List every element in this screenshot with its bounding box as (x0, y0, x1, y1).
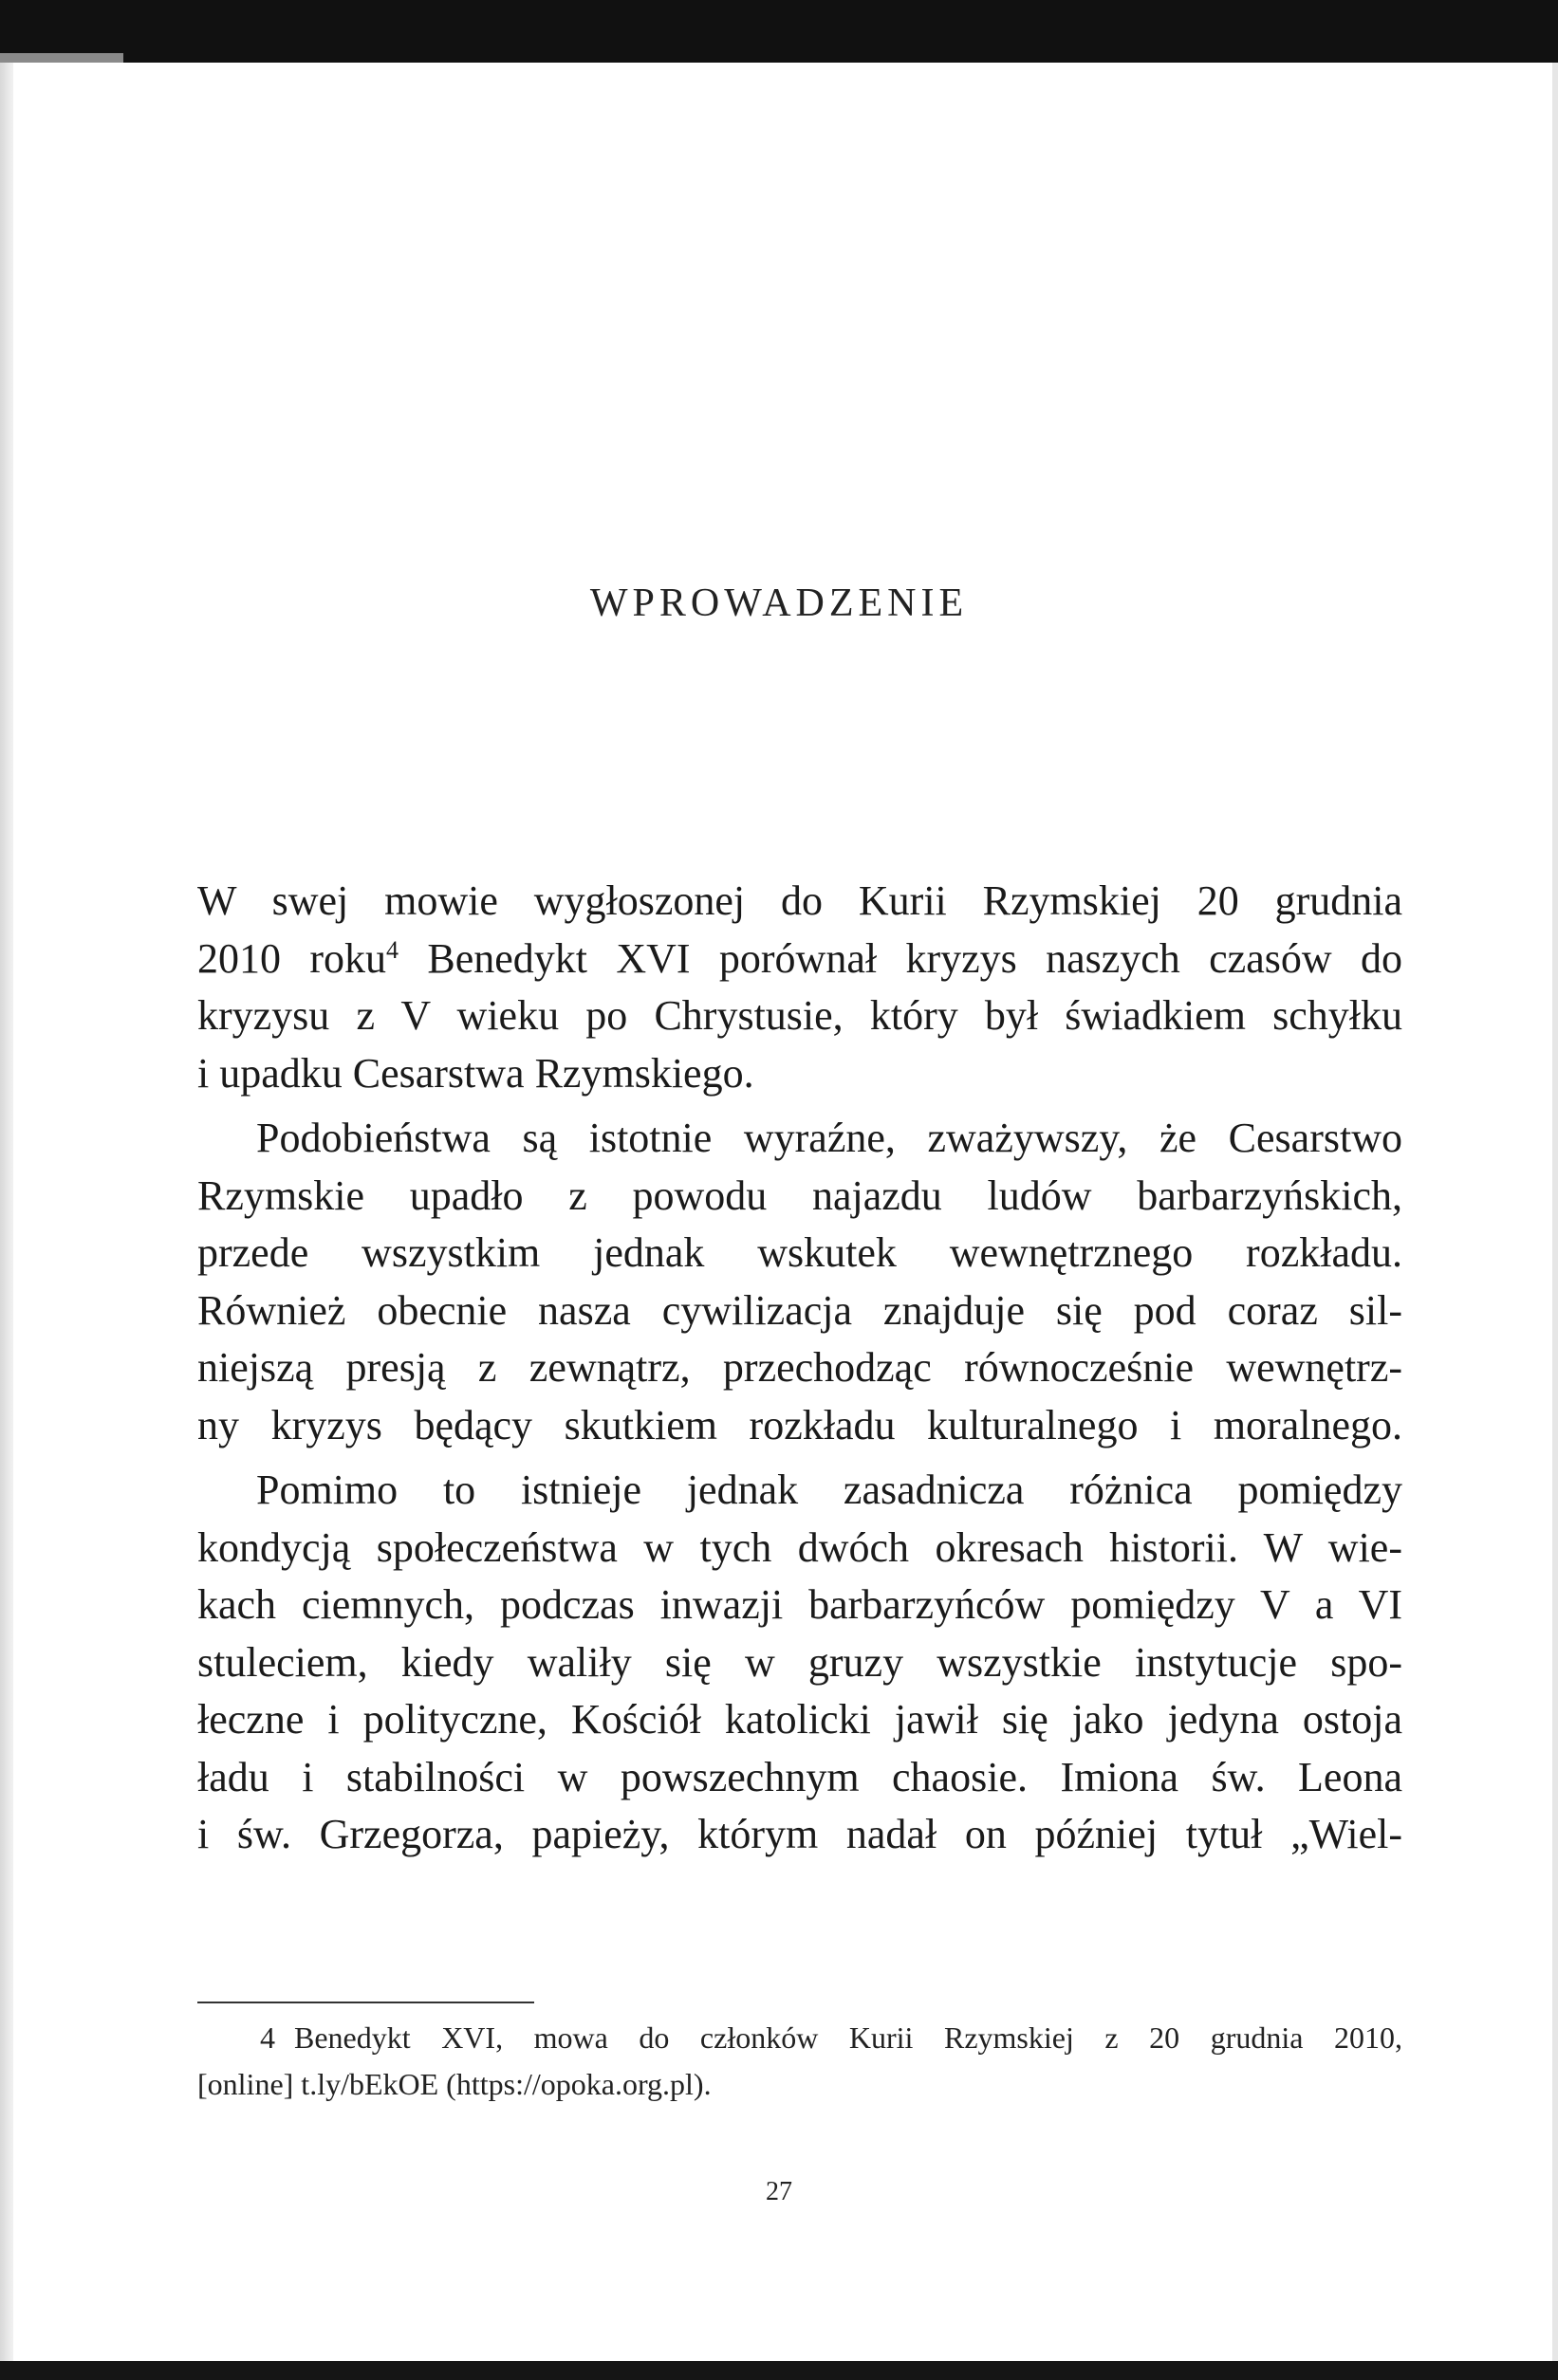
text-fragment: 2010 roku (197, 934, 387, 982)
text-fragment: Benedykt XVI porównał kryzys naszych czasów do (399, 934, 1402, 982)
footnote (197, 2015, 1402, 2108)
text-line: Rzymskie upadło z powodu najazdu ludów barbarzyńskich, (197, 1172, 1402, 1219)
text-line: Pomimo to istnieje jednak zasadnicza różnica pomiędzy (256, 1467, 1402, 1513)
scan-border-bottom (0, 2361, 1558, 2380)
text-line: niejszą presją z zewnątrz, przechodząc równocześnie wewnętrz- (197, 1344, 1402, 1391)
text-line: ładu i stabilności w powszechnym chaosie. Imiona św. Leona (197, 1753, 1402, 1800)
footnote-divider (197, 2002, 534, 2003)
text-line: ny kryzys będący skutkiem rozkładu kulturalnego i moralnego. (197, 1401, 1402, 1448)
scan-border-right (1552, 63, 1558, 2380)
text-line: stuleciem, kiedy waliły się w gruzy wszystkie instytucje spo- (197, 1638, 1402, 1686)
text-line: kach ciemnych, podczas inwazji barbarzyńców pomiędzy V a VI (197, 1581, 1402, 1628)
text-line: Podobieństwa są istotnie wyraźne, zważywszy, że Cesarstwo (256, 1115, 1402, 1161)
page-number: 27 (766, 2177, 792, 2206)
text-line: i św. Grzegorza, papieży, którym nadał on później tytuł „Wiel- (197, 1811, 1402, 1857)
footnote-text: Benedykt XVI, mowa do członków Kurii Rzymskiej z 20 grudnia 2010, (294, 2020, 1402, 2055)
text-line: przede wszystkim jednak wskutek wewnętrznego rozkładu. (197, 1229, 1402, 1276)
text-line (197, 931, 1402, 988)
chapter-heading: WPROWADZENIE (589, 581, 969, 625)
footnote-reference: 4 (386, 935, 399, 964)
text-line: łeczne i polityczne, Kościół katolicki jawił się jako jedyna ostoja (197, 1696, 1402, 1743)
scan-border-top (0, 0, 1558, 63)
scan-edge-mark (0, 53, 123, 63)
text-line: kryzysu z V wieku po Chrystusie, który był świadkiem schyłku (197, 992, 1402, 1039)
scan-border-left (0, 63, 13, 2380)
text-line: Również obecnie nasza cywilizacja znajduje się pod coraz sil- (197, 1286, 1402, 1334)
footnote-number: 4 (260, 2020, 275, 2055)
text-line: i upadku Cesarstwa Rzymskiego. (197, 1049, 754, 1097)
text-line: W swej mowie wygłoszonej do Kurii Rzymskiej 20 grudnia (197, 877, 1402, 924)
footnote-line (197, 2015, 1402, 2061)
body-text (197, 873, 1402, 1864)
footnote-line: [online] t.ly/bEkOE (https://opoka.org.pl). (197, 2067, 712, 2101)
text-line: kondycją społeczeństwa w tych dwóch okresach historii. W wie- (197, 1523, 1402, 1571)
